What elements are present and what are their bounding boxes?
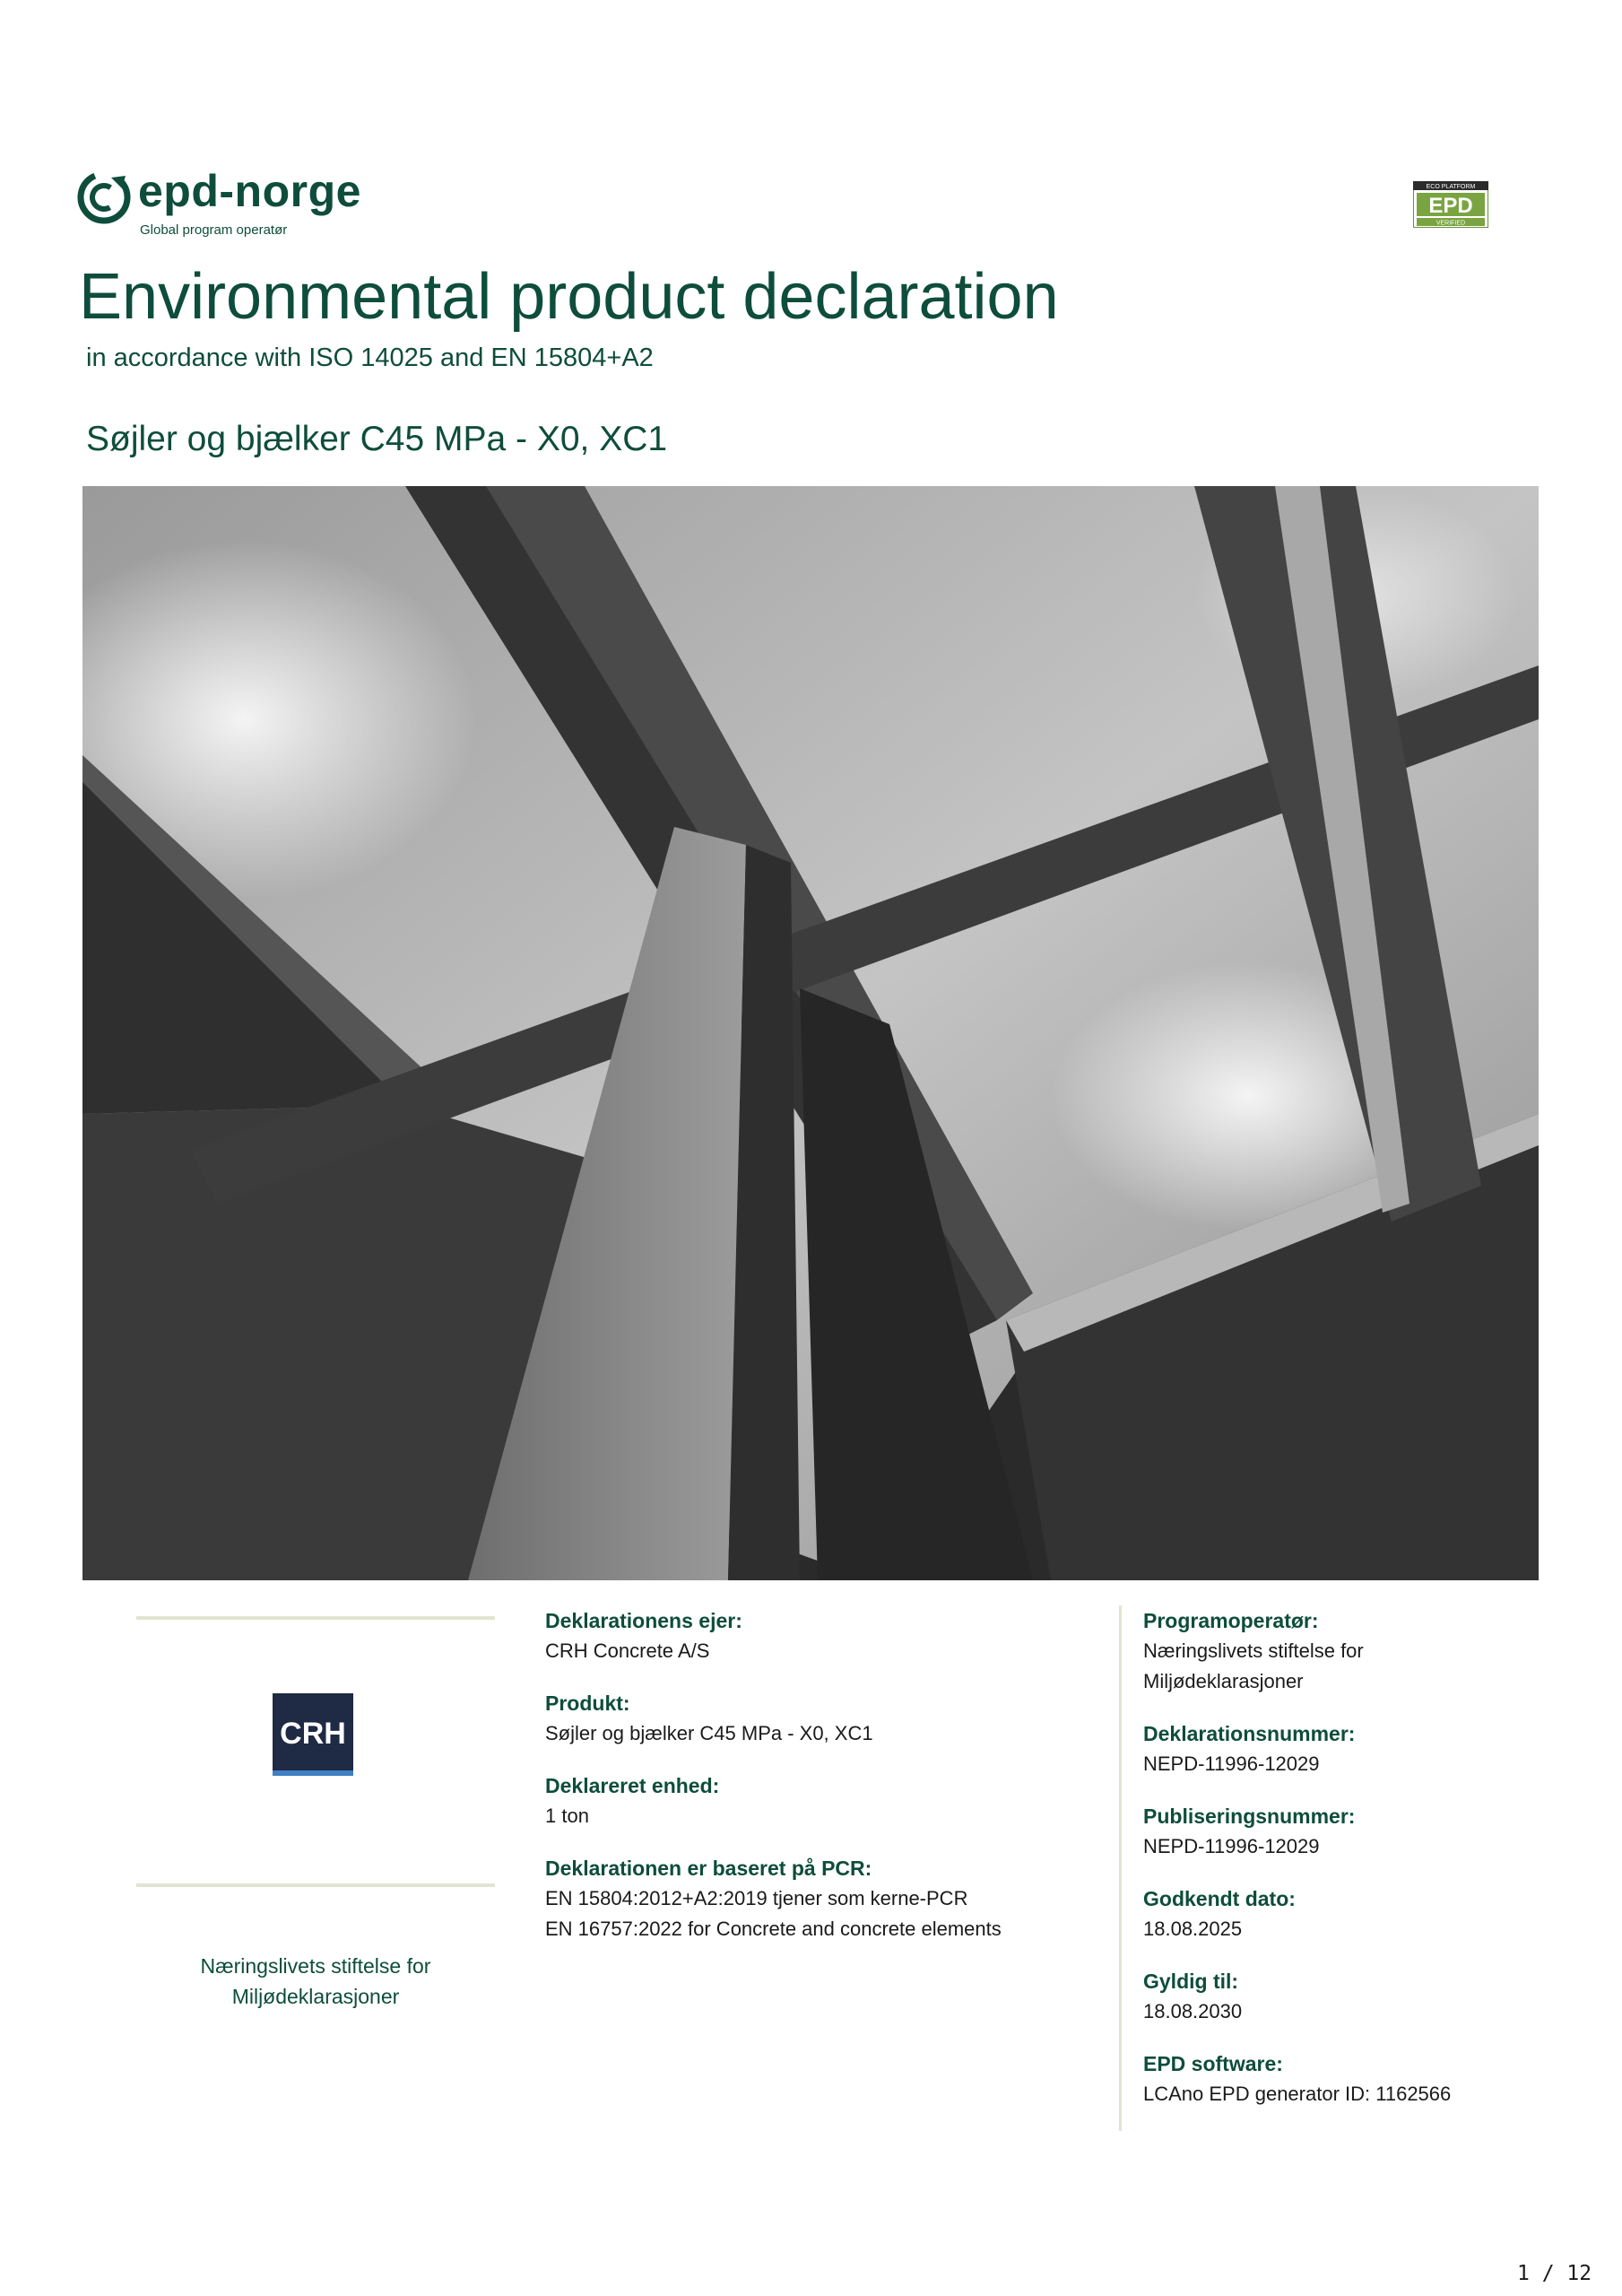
field-value: LCAno EPD generator ID: 1162566 [1143,2083,1452,2105]
info-field [1143,1605,1520,1697]
field-label: Deklarationens ejer: [545,1609,742,1632]
info-field [545,1688,1083,1749]
field-label: Produkt: [545,1692,630,1715]
product-title: Søjler og bjælker C45 MPa - X0, XC1 [86,420,668,458]
field-label: Programoperatør: [1143,1609,1319,1632]
info-field [1143,1966,1520,2027]
field-label: Godkendt dato: [1143,1887,1296,1910]
epd-norge-logo [77,166,382,240]
info-field [1143,1718,1520,1779]
field-value: CRH Concrete A/S [545,1639,710,1662]
field-value: EN 16757:2022 for Concrete and concrete elements [545,1918,1002,1940]
field-value: 1 ton [545,1805,589,1827]
field-label: EPD software: [1143,2052,1283,2075]
field-label: Publiseringsnummer: [1143,1805,1356,1828]
field-value: 18.08.2025 [1143,1918,1243,1940]
badge-top-text: ECO PLATFORM [1426,184,1476,190]
info-field [545,1853,1083,1944]
logo-tagline: Global program operatør [140,222,288,238]
field-value: NEPD-11996-12029 [1143,1752,1320,1775]
foundation-name [136,1951,495,2012]
document-title: Environmental product declaration [79,261,1059,333]
program-info-column [1119,1605,1520,2131]
logo-name: epd-norge [138,166,361,216]
document-subtitle: in accordance with ISO 14025 and EN 15804+A2 [86,344,654,372]
field-value: Miljødeklarasjoner [1143,1670,1304,1692]
epd-norge-swirl-icon [77,170,131,224]
info-field [1143,1801,1520,1862]
info-field [545,1770,1083,1831]
field-value: NEPD-11996-12029 [1143,1835,1320,1857]
info-field [545,1605,1083,1666]
field-label: Deklarationsnummer: [1143,1722,1356,1745]
info-field [1143,1883,1520,1944]
concrete-columns-and-beams-photo [82,486,1539,1580]
foundation-line-2: Miljødeklarasjoner [231,1985,400,2008]
field-value: 18.08.2030 [1143,2000,1243,2022]
badge-bottom-text: VERIFIED [1436,220,1466,227]
page-number: 1 / 12 [1517,2262,1592,2285]
field-label: Deklarationen er baseret på PCR: [545,1857,872,1880]
field-value: EN 15804:2012+A2:2019 tjener som kerne-PCR [545,1887,968,1909]
crh-logo-text: CRH [280,1717,346,1751]
field-value: Næringslivets stiftelse for [1143,1639,1364,1662]
divider-bottom [136,1883,495,1887]
divider-top [136,1616,495,1620]
info-field [1143,2048,1520,2109]
field-value: Søjler og bjælker C45 MPa - X0, XC1 [545,1722,873,1744]
field-label: Gyldig til: [1143,1970,1239,1993]
foundation-line-1: Næringslivets stiftelse for [200,1954,431,1978]
field-label: Deklareret enhed: [545,1774,720,1797]
badge-main-text: EPD [1428,194,1473,218]
declaration-info-column [545,1605,1083,1966]
crh-logo [273,1693,353,1776]
eco-platform-epd-verified-badge [1413,181,1488,228]
